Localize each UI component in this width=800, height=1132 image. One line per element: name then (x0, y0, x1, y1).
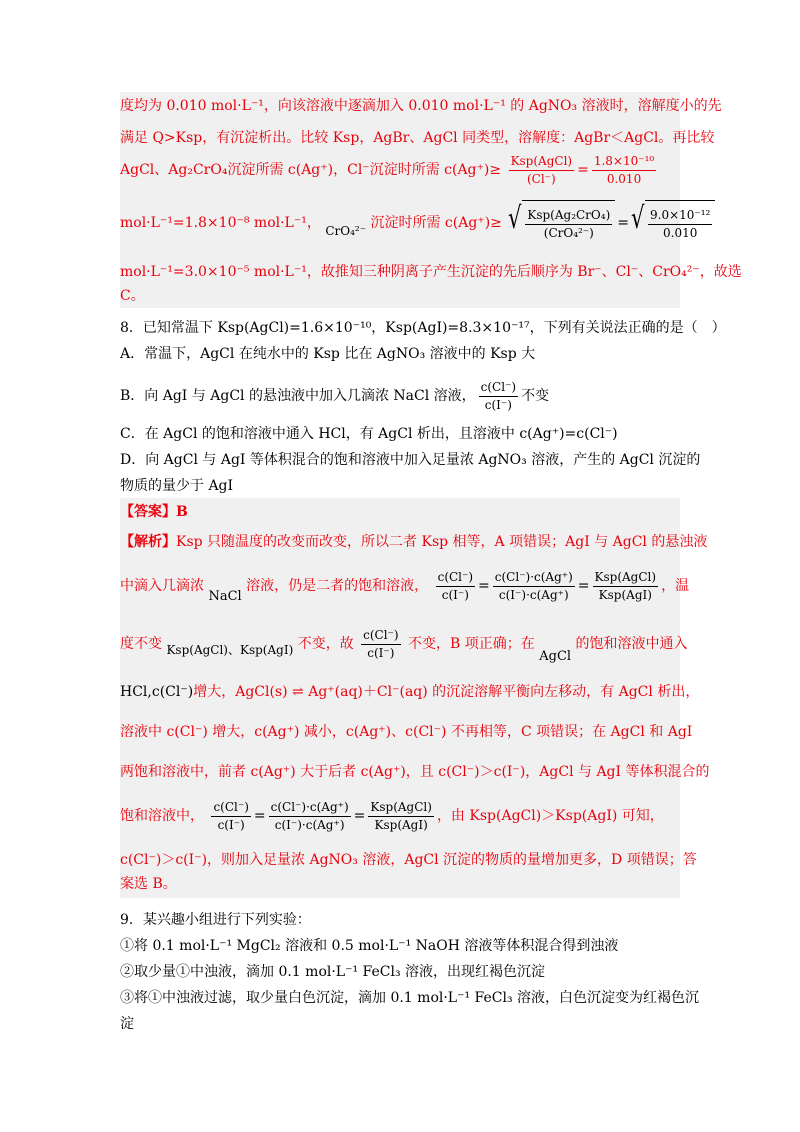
fraction (509, 153, 575, 188)
fraction (525, 207, 612, 242)
q9-stem: 9．某兴趣小组进行下列实验： (120, 912, 311, 928)
analysis-l2-c: ，温 (661, 578, 690, 594)
fraction-denominator: c(I⁻)·c(Ag⁺) (274, 817, 345, 832)
q8-option-d-line-2: 物质的量少于 AgI (120, 478, 234, 494)
fraction (592, 153, 656, 188)
prev-analysis-line-4: mol·L⁻¹=1.8×10⁻⁸ mol·L⁻¹， CrO₄²⁻ 沉淀时所需 c(Ag⁺)≥ √ $\frac{\text{Ksp(Ag₂CrO₄)}}{\text{(CrO₄²⁻)}}$ = √ $\frac{\text{9.0×10⁻¹²}}{0.010}$ (120, 200, 717, 253)
fraction-denominator: Ksp(AgI) (374, 817, 428, 832)
fraction-denominator: c(I⁻) (441, 587, 469, 602)
fraction-numerator: c(Cl⁻) (211, 799, 250, 817)
chromate-ion: CrO₄²⁻ (325, 224, 367, 238)
square-root (508, 200, 615, 246)
fraction (648, 207, 712, 242)
hcl-c-cl: HCl,c(Cl⁻) (120, 684, 194, 700)
q8-option-d-line-1: D．向 AgCl 与 AgI 等体积混合的饱和溶液中加入足量浓 AgNO₃ 溶液，产生的 AgCl 沉淀的 (120, 452, 701, 468)
prev-analysis-line-1: 度均为 0.010 mol·L⁻¹，向该溶液中逐滴加入 0.010 mol·L⁻¹ 的 AgNO₃ 溶液时，溶解度小的先 (120, 98, 722, 114)
fraction (368, 799, 434, 834)
q8-option-b-tail: 不变 (521, 388, 550, 404)
q9-step-1: ①将 0.1 mol·L⁻¹ MgCl₂ 溶液和 0.5 mol·L⁻¹ NaOH 溶液等体积混合得到浊液 (120, 938, 619, 954)
analysis-line-6: 两饱和溶液中，前者 c(Ag⁺) 大于后者 c(Ag⁺)，且 c(Cl⁻)＞c(I⁻)，AgCl 与 AgI 等体积混合的 (120, 764, 710, 780)
ksp-expression: Ksp(AgCl)、Ksp(AgI) (166, 643, 294, 657)
analysis-l3-b: 不变，故 (297, 636, 354, 652)
fraction-numerator: Ksp(AgCl) (593, 569, 659, 587)
q9-step-2: ②取少量①中浊液，滴加 0.1 mol·L⁻¹ FeCl₃ 溶液，出现红褐色沉淀 (120, 964, 546, 980)
fraction (436, 569, 475, 604)
fraction-numerator: c(Cl⁻)·c(Ag⁺) (493, 569, 575, 587)
fraction (479, 379, 518, 414)
q9-step-3-line-2: 淀 (120, 1016, 134, 1032)
q9-step-3-line-1: ③将①中浊液过滤，取少量白色沉淀，滴加 0.1 mol·L⁻¹ FeCl₃ 溶液，白色沉淀变为红褐色沉 (120, 990, 700, 1006)
prev-analysis-block (120, 92, 742, 308)
q8-option-a: A．常温下，AgCl 在纯水中的 Ksp 比在 AgNO₃ 溶液中的 Ksp 大 (120, 346, 536, 362)
fraction-numerator: c(Cl⁻) (479, 379, 518, 397)
analysis-l3-d: 的饱和溶液中通入 (575, 636, 688, 652)
fraction (269, 799, 351, 834)
analysis-line-9: 案选 B。 (120, 876, 177, 892)
prev-analysis-l4-text: mol·L⁻¹=1.8×10⁻⁸ mol·L⁻¹， (120, 215, 321, 231)
analysis-l3-a: 度不变 (120, 636, 162, 652)
q8-option-b-text: B．向 AgI 与 AgCl 的悬浊液中加入几滴浓 NaCl 溶液， (120, 388, 476, 404)
prev-analysis-line-2: 满足 Q>Ksp，有沉淀析出。比较 Ksp，AgBr、AgCl 同类型，溶解度：AgBr＜AgCl。再比较 (120, 130, 715, 146)
fraction-numerator: √ Ksp(Ag₂CrO₄) (525, 207, 612, 225)
fraction-denominator: c(I⁻) (217, 817, 245, 832)
fraction-numerator: c(Cl⁻) (436, 569, 475, 587)
answer-label: 【答案】B (120, 504, 188, 520)
prev-analysis-line-5: mol·L⁻¹=3.0×10⁻⁵ mol·L⁻¹，故推知三种阴离子产生沉淀的先后顺序为 Br⁻、Cl⁻、CrO₄²⁻，故选 (120, 264, 742, 280)
q8-stem: 8．已知常温下 Ksp(AgCl)=1.6×10⁻¹⁰，Ksp(AgI)=8.3×10⁻¹⁷，下列有关说法正确的是（ ） (120, 320, 726, 336)
prev-analysis-line-3: AgCl、Ag₂CrO₄沉淀所需 c(Ag⁺)，Cl⁻沉淀时所需 c(Ag⁺)≥ $\frac{\text{Ksp(AgCl)}}{(Cl^-)}$ = $\frac{\text{1.8×10⁻¹⁰}}{0.010}$ (120, 153, 655, 186)
nacl-formula: NaCl (208, 589, 242, 604)
analysis-line-8: c(Cl⁻)＞c(I⁻)，则加入足量浓 AgNO₃ 溶液，AgCl 沉淀的物质的量增加更多，D 项错误；答 (120, 852, 697, 868)
analysis-l4-b: 增大，AgCl(s) ⇌ Ag⁺(aq)＋Cl⁻(aq) 的沉淀溶解平衡向左移动，有 AgCl 析出， (193, 684, 700, 700)
analysis-line-1 (120, 532, 707, 552)
fraction-denominator: (Cl⁻) (526, 171, 556, 186)
agcl-formula: AgCl (539, 649, 572, 664)
fraction-numerator: √ 9.0×10⁻¹² (648, 207, 712, 225)
prev-analysis-line-6: C。 (120, 288, 145, 304)
q8-option-b (120, 376, 680, 416)
analysis-l1-text: Ksp 只随温度的改变而改变，所以二者 Ksp 相等，A 项错误；AgI 与 AgCl 的悬浊液 (176, 534, 708, 550)
q8-answer-block (120, 498, 710, 898)
square-root (631, 200, 715, 246)
fraction (211, 799, 250, 834)
prev-analysis-l3-text: AgCl、Ag₂CrO₄沉淀所需 c(Ag⁺)，Cl⁻沉淀时所需 c(Ag⁺)≥ (120, 162, 502, 178)
fraction (593, 569, 659, 604)
fraction (493, 569, 575, 604)
analysis-line-3 (120, 622, 688, 679)
analysis-l7-a: 饱和溶液中， (120, 808, 204, 824)
fraction-denominator: (CrO₄²⁻) (543, 225, 594, 240)
fraction-denominator: c(I⁻) (484, 397, 512, 412)
analysis-l7-b: ，由 Ksp(AgCl)＞Ksp(AgI) 可知， (436, 808, 664, 824)
analysis-l3-c: 不变，B 项正确；在 (408, 636, 535, 652)
fraction (361, 627, 400, 662)
fraction-denominator: c(I⁻) (367, 645, 395, 660)
fraction-numerator: Ksp(AgCl) (368, 799, 434, 817)
q8-option-c: C．在 AgCl 的饱和溶液中通入 HCl，有 AgCl 析出，且溶液中 c(Ag⁺)=c(Cl⁻) (120, 426, 618, 442)
analysis-line-5: 溶液中 c(Cl⁻) 增大，c(Ag⁺) 减小，c(Ag⁺)、c(Cl⁻) 不再相等，C 项错误；在 AgCl 和 AgI (120, 724, 693, 740)
analysis-l2-b: 溶液，仍是二者的饱和溶液， (246, 578, 429, 594)
fraction-denominator: Ksp(AgI) (598, 587, 652, 602)
analysis-line-2: 中滴入几滴浓 NaCl 溶液，仍是二者的饱和溶液， $\frac{c(Cl^-)}{c(I^-)}$ = $\frac{c(Cl^-)\cdot c(Ag^+)}{c(I^-)\cdot c(Ag^+)}$ = $\frac{\text{Ksp(AgCl)}}{\text{Ksp(AgI)}}$ ，温 (120, 569, 690, 604)
fraction-numerator: c(Cl⁻) (361, 627, 400, 645)
analysis-l2-a: 中滴入几滴浓 (120, 578, 204, 594)
fraction-denominator: 0.010 (606, 171, 642, 186)
fraction-denominator: 0.010 (663, 225, 698, 240)
fraction-numerator: 1.8×10⁻¹⁰ (592, 153, 656, 171)
fraction-denominator: c(I⁻)·c(Ag⁺) (498, 587, 569, 602)
analysis-line-4 (120, 682, 699, 702)
prev-analysis-l4-text2: 沉淀时所需 c(Ag⁺)≥ (370, 215, 502, 231)
fraction-numerator: c(Cl⁻)·c(Ag⁺) (269, 799, 351, 817)
analysis-line-7: 饱和溶液中， $\frac{c(Cl^-)}{c(I^-)}$ = $\frac{c(Cl^-)\cdot c(Ag^+)}{c(I^-)\cdot c(Ag^+)}$ = $\frac{\text{Ksp(AgCl)}}{\text{Ksp(AgI)}}$ ，由 Ksp(AgCl)＞Ksp(AgI) 可知， (120, 799, 664, 832)
fraction-numerator: Ksp(AgCl) (509, 153, 575, 171)
analysis-label: 【解析】 (120, 534, 176, 550)
